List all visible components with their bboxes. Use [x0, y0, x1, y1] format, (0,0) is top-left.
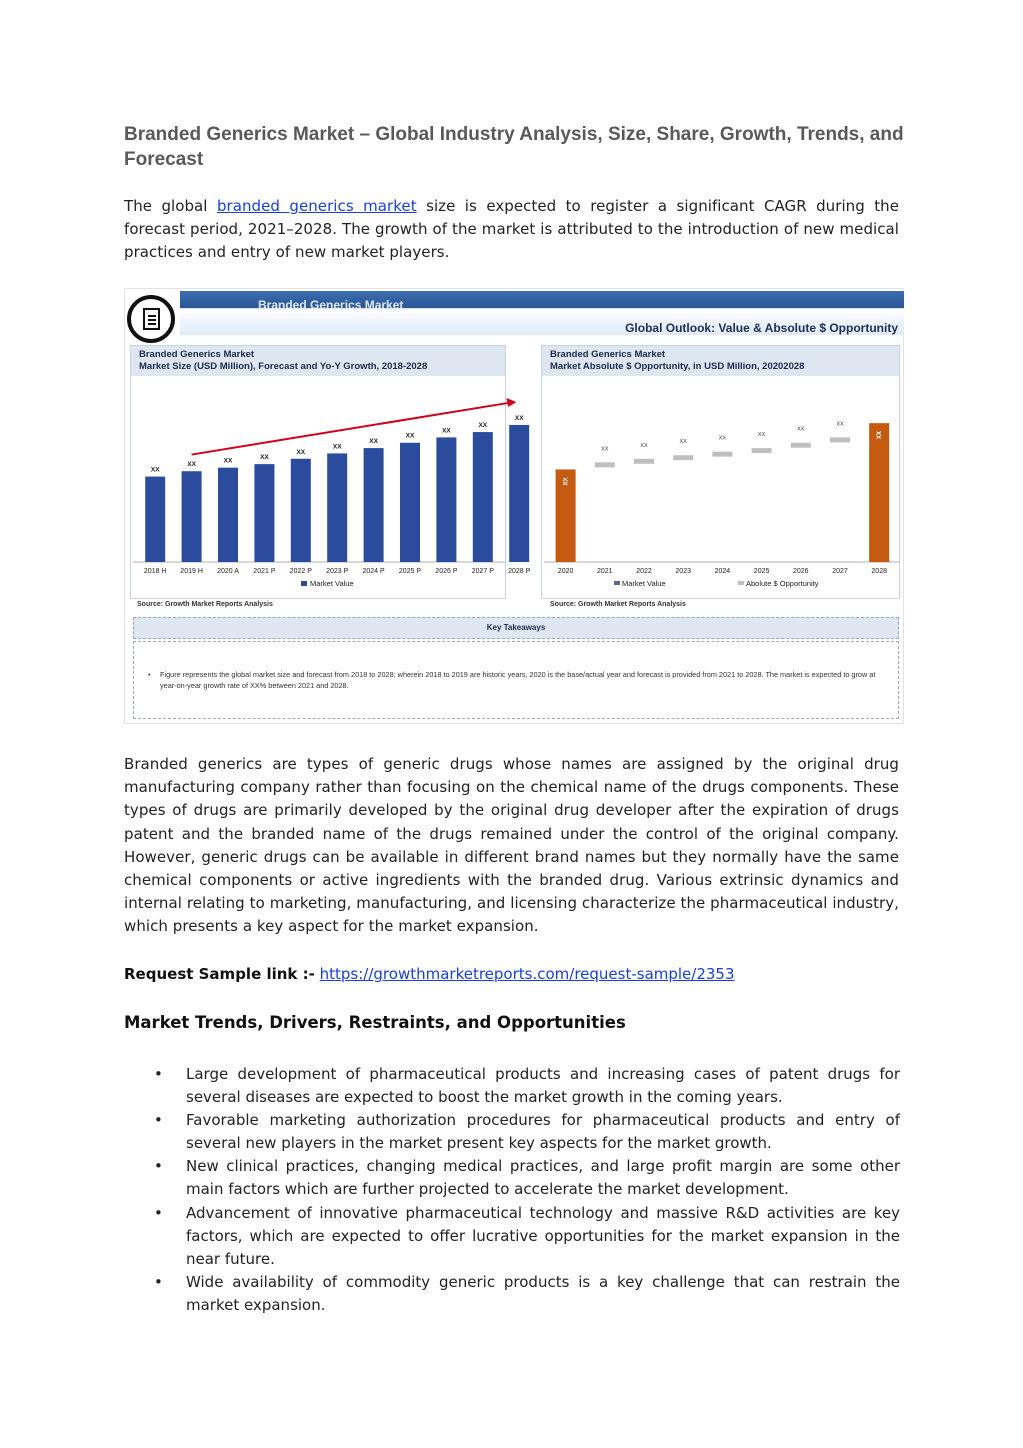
legend-label-market-value: Market Value — [622, 579, 666, 588]
absolute-opportunity-chart — [542, 376, 901, 598]
key-takeaways-header: Key Takeaways — [133, 617, 899, 639]
x-tick-label: 2027 P — [471, 568, 494, 575]
banner-subtitle: Global Outlook: Value & Absolute $ Opportunity — [625, 321, 898, 335]
legend-label-market-value: Market Value — [310, 579, 354, 588]
x-tick-label: 2022 — [636, 568, 652, 575]
x-tick-label: 2021 — [597, 568, 613, 575]
bar-absolute-opportunity — [752, 448, 772, 453]
right-source-note: Source: Growth Market Reports Analysis — [550, 601, 686, 608]
bar-data-label: XX — [640, 442, 648, 449]
right-panel-heading1: Branded Generics Market — [550, 349, 666, 360]
left-panel-header — [131, 346, 505, 376]
bar-data-label: XX — [187, 461, 196, 469]
body-paragraph: Branded generics are types of generic drugs whose names are assigned by the original drug manufacturing company rather than focusing on the chemical name of the drugs components. These types of drugs are primarily developed by the original drug developer after the expiration of drugs patent and the branded name of the drugs remained under the control of the original company. However, generic drugs can be available in different brand names but they normally have the same chemical components or active ingredients with the branded drug. Various extrinsic dynamics and internal relating to marketing, manufacturing, and licensing characterize the pharmaceutical industry, which presents a key aspect for the market expansion. — [124, 755, 899, 936]
request-sample-line — [124, 963, 735, 985]
bar-absolute-opportunity — [673, 455, 693, 460]
intro-text-after: size is expected to register a significant CAGR during the forecast period, 2021–2028. The growth of the market is attributed to the introduction of new medical practices and entry of new market players. — [124, 197, 899, 262]
x-tick-label: 2023 P — [326, 568, 349, 575]
left-panel-heading1: Branded Generics Market — [139, 349, 255, 360]
x-tick-label: 2020 A — [217, 568, 239, 575]
bar-market-value — [364, 448, 384, 562]
bullet-icon: • — [154, 1111, 163, 1130]
bar-market-value — [254, 464, 274, 562]
bar-data-label: XX — [405, 432, 415, 440]
left-panel-heading2: Market Size (USD Million), Forecast and Yo-Y Growth, 2018-2028 — [139, 361, 428, 372]
bar-absolute-opportunity — [791, 443, 811, 448]
legend-swatch-market-value — [614, 581, 620, 585]
x-tick-label: 2026 P — [435, 568, 458, 575]
growth-trend-arrowhead — [506, 398, 516, 407]
bar-market-value — [291, 459, 311, 562]
right-panel-header — [542, 346, 899, 376]
bullet-icon: • — [154, 1065, 163, 1083]
absolute-opportunity-chart-panel — [541, 345, 900, 599]
legend-swatch-market-value — [301, 581, 307, 586]
bar-market-value — [869, 423, 889, 562]
bar-absolute-opportunity — [830, 437, 850, 442]
trends-bullet-list — [150, 1063, 900, 1317]
x-tick-label: 2021 P — [253, 568, 276, 575]
market-size-chart — [131, 376, 531, 598]
right-panel-heading2: Market Absolute $ Opportunity, in USD Million, 20202028 — [550, 361, 805, 372]
page-title: Branded Generics Market – Global Industry Analysis, Size, Share, Growth, Trends, and Forecast — [124, 124, 904, 170]
section-heading: Market Trends, Drivers, Restraints, and Opportunities — [124, 1013, 626, 1032]
x-tick-label: 2028 P — [508, 568, 531, 575]
bar-market-value — [473, 432, 493, 562]
x-tick-label: 2019 H — [180, 568, 203, 575]
x-tick-label: 2018 H — [143, 568, 167, 575]
bullet-icon: • — [154, 1203, 163, 1222]
infographic-banner — [180, 291, 904, 335]
bar-data-label: XX — [369, 438, 378, 446]
bar-data-label: XX — [718, 435, 727, 442]
bar-market-value — [218, 468, 238, 562]
bar-data-label: XX — [563, 477, 570, 486]
x-tick-label: 2027 — [832, 568, 848, 575]
key-takeaways-box: • Figure represents the global market size and forecast from 2018 to 2028; wherein 2018 to 2019 are historic years, 2020 is the base/actual year and forecast is provided from 2021 to 2028. The market is expected to grow at year-on-year growth rate of XX% between 2021 and 2028. — [133, 641, 899, 719]
x-tick-label: 2026 — [793, 568, 809, 575]
list-item: • Large development of pharmaceutical products and increasing cases of patent drugs for several diseases are expected to boost the market growth in the coming years. — [154, 1065, 900, 1107]
legend-swatch-absolute-opportunity — [738, 581, 744, 585]
market-size-chart-panel — [130, 345, 531, 599]
bar-data-label: XX — [260, 454, 269, 462]
bar-data-label: XX — [296, 448, 306, 456]
bar-market-value — [436, 437, 456, 562]
legend-label-absolute-opportunity: Abolute $ Opportunity — [746, 579, 819, 588]
request-sample-link[interactable]: https://growthmarketreports.com/request-sample/2353 — [319, 965, 735, 983]
bar-market-value — [145, 477, 165, 562]
x-tick-label: 2028 — [871, 568, 887, 575]
request-sample-label: Request Sample link :- — [124, 965, 315, 983]
list-item: • Advancement of innovative pharmaceutical technology and massive R&D activities are key factors, which are expected to offer lucrative opportunities for the market expansion in the near future. — [154, 1203, 900, 1268]
bar-absolute-opportunity — [595, 462, 615, 467]
banner-title: Branded Generics Market — [258, 298, 404, 312]
bar-data-label: XX — [601, 446, 609, 453]
document-icon — [127, 295, 175, 343]
bar-data-label: XX — [442, 427, 451, 435]
bullet-icon: • — [154, 1157, 163, 1176]
branded-generics-market-link[interactable]: branded generics market — [216, 197, 417, 215]
bar-data-label: XX — [797, 426, 805, 433]
x-tick-label: 2025 P — [398, 568, 422, 575]
growth-trend-arrow — [192, 403, 509, 455]
bar-market-value — [509, 425, 529, 562]
key-takeaways-text: Figure represents the global market size and forecast from 2018 to 2028; wherein 2018 to 2019 are historic years, 2020 is the base/actual year and forecast is provided from 2021 to 2028. The market is expected to grow at year-on-year growth rate of XX% between 2021 and 2028. — [160, 670, 876, 690]
bar-data-label: XX — [514, 414, 524, 422]
list-item: • Favorable marketing authorization procedures for pharmaceutical products and entry of several new players in the market present key aspects for the market growth. — [154, 1111, 900, 1153]
bar-data-label: XX — [332, 443, 342, 451]
bar-market-value — [182, 471, 202, 562]
bar-data-label: XX — [836, 421, 844, 428]
bar-absolute-opportunity — [634, 459, 654, 464]
bullet-icon: • — [154, 1272, 163, 1291]
bar-data-label: XX — [679, 439, 687, 446]
bar-data-label: XX — [223, 457, 233, 465]
x-tick-label: 2023 — [675, 568, 691, 575]
x-tick-label: 2024 P — [362, 568, 385, 575]
intro-text-before: The global — [124, 197, 208, 215]
bar-market-value — [327, 453, 347, 562]
bar-data-label: XX — [150, 466, 160, 474]
x-tick-label: 2020 — [557, 568, 574, 575]
intro-paragraph — [124, 195, 899, 265]
bar-data-label: XX — [757, 432, 766, 439]
x-tick-label: 2025 — [753, 568, 770, 575]
bar-absolute-opportunity — [712, 452, 732, 457]
x-tick-label: 2024 — [714, 568, 731, 575]
bar-data-label: XX — [478, 422, 488, 430]
bar-market-value — [400, 443, 420, 562]
left-source-note: Source: Growth Market Reports Analysis — [137, 601, 273, 608]
x-tick-label: 2022 P — [289, 568, 312, 575]
market-infographic — [124, 288, 904, 724]
list-item: • New clinical practices, changing medical practices, and large profit margin are some other main factors which are further projected to accelerate the market development. — [154, 1157, 900, 1199]
list-item: • Wide availability of commodity generic products is a key challenge that can restrain the market expansion. — [154, 1272, 900, 1314]
bar-data-label: XX — [877, 431, 884, 440]
